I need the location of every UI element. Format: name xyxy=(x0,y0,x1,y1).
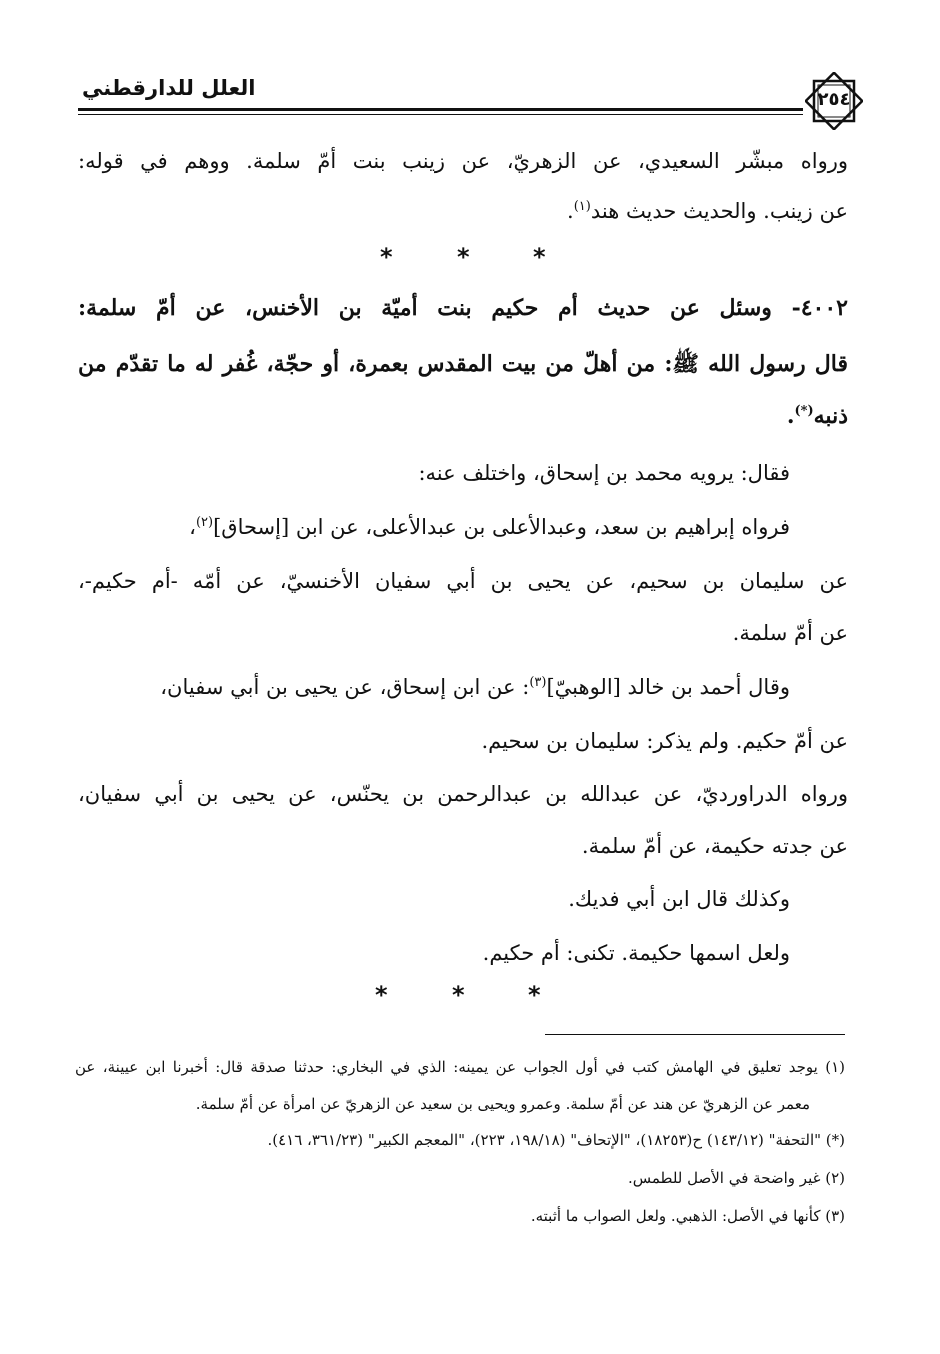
line-text: . xyxy=(567,199,574,223)
footnote-line: معمر عن الزهريّ عن هند عن أمّ سلمة. وعمرو ويحيى بن سعيد عن الزهريّ عن امرأة عن أمّ سلمة. xyxy=(195,1095,810,1113)
footnote-ref: (١) xyxy=(573,199,591,214)
separator-star: * xyxy=(528,981,541,1009)
section-separator xyxy=(0,243,940,273)
header-rule-thin xyxy=(78,114,803,115)
footnote-line: (٣) كأنها في الأصل: الذهبي. ولعل الصواب ما أثبته. xyxy=(530,1207,845,1225)
line-text: ، xyxy=(189,515,196,539)
footnote-line: (١) يوجد تعليق في الهامش كتب في أول الجواب عن يمينه: الذي في البخاري: حدثنا صدقة قال: أخبرنا ابن عيينة، عن xyxy=(75,1058,845,1076)
line-text: وقال أحمد بن خالد [الوهبيّ] xyxy=(546,675,790,699)
page-header xyxy=(78,70,863,130)
question-line: قال رسول الله ﷺ: من أهلّ من بيت المقدس بعمرة، أو حجّة، غُفر له ما تقدّم من xyxy=(78,351,848,377)
answer-line: وكذلك قال ابن أبي فديك. xyxy=(568,887,790,911)
line-text: : عن ابن إسحاق، عن يحيى بن أبي سفيان، xyxy=(160,675,530,699)
section-separator xyxy=(0,981,940,1011)
page-number-badge xyxy=(805,72,863,130)
line-text: ذنبه xyxy=(813,403,848,429)
answer-line: عن جدته حكيمة، عن أمّ سلمة. xyxy=(581,834,848,858)
line-text: فرواه إبراهيم بن سعد، وعبدالأعلى بن عبدالأعلى، عن ابن [إسحاق] xyxy=(213,515,790,539)
footnote-ref: (٣) xyxy=(529,675,547,690)
answer-line xyxy=(189,512,790,542)
separator-star: * xyxy=(452,981,465,1009)
separator-star: * xyxy=(457,243,470,271)
answer-line: عن أمّ حكيم. ولم يذكر: سليمان بن سحيم. xyxy=(481,729,848,753)
separator-star: * xyxy=(380,243,393,271)
separator-star: * xyxy=(375,981,388,1009)
separator-star: * xyxy=(533,243,546,271)
footnote-separator xyxy=(545,1034,845,1035)
paragraph-line xyxy=(567,196,848,226)
footnote-line: (*) "التحفة" (١٤٣/١٢) ح(١٨٢٥٣)، "الإتحاف" (١٩٨/١٨، ٢٢٣)، "المعجم الكبير" (٣٦١/٢٣، ٤١٦). xyxy=(267,1131,845,1149)
answer-line xyxy=(160,672,790,702)
footnote-ref: (*) xyxy=(794,403,814,419)
page-number: ٢٥٤ xyxy=(817,89,851,110)
footnote-ref: (٢) xyxy=(195,515,214,530)
question-line xyxy=(787,401,848,431)
answer-line: فقال: يرويه محمد بن إسحاق، واختلف عنه: xyxy=(418,461,790,485)
answer-line: عن سليمان بن سحيم، عن يحيى بن أبي سفيان الأخنسيّ، عن أمّه -أم حكيم-، xyxy=(78,569,848,593)
line-text: عن زينب. والحديث حديث هند xyxy=(590,199,848,223)
answer-line: ورواه الدراورديّ، عن عبدالله بن عبدالرحمن بن يحنّس، عن يحيى بن أبي سفيان، xyxy=(78,782,848,806)
paragraph-line: ورواه مبشّر السعيدي، عن الزهريّ، عن زينب بنت أمّ سلمة. ووهم في قوله: xyxy=(78,149,848,173)
header-rule-thick xyxy=(78,108,803,111)
answer-line: عن أمّ سلمة. xyxy=(732,621,848,645)
book-title: العلل للدارقطني xyxy=(82,76,256,100)
footnote-line: (٢) غير واضحة في الأصل للطمس. xyxy=(627,1169,845,1187)
answer-line: ولعل اسمها حكيمة. تكنى: أم حكيم. xyxy=(482,941,790,965)
line-text: . xyxy=(786,403,795,429)
question-line: ٤٠٠٢- وسئل عن حديث أم حكيم بنت أميّة بن الأخنس، عن أمّ سلمة: xyxy=(78,295,848,321)
